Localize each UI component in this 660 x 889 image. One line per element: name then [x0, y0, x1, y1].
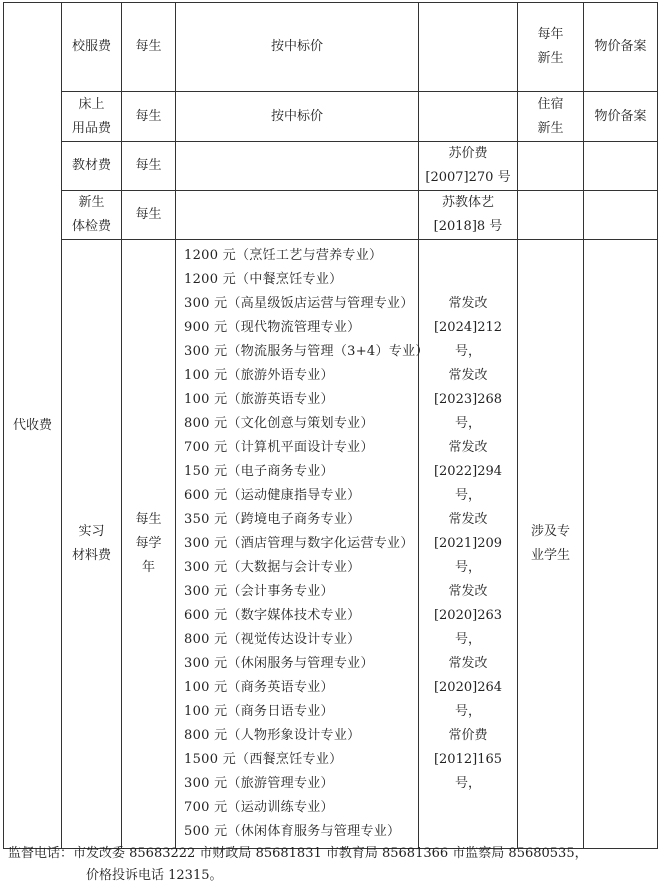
- basis-line: 常发改: [448, 368, 488, 383]
- target-cell: [518, 191, 584, 240]
- target: 涉及专: [530, 524, 570, 539]
- fee-name: 实习: [78, 524, 105, 539]
- fee-name: 体检费: [71, 219, 111, 234]
- fee-name-cell: [62, 191, 122, 240]
- major-fee-item: 100 元（商务英语专业）: [184, 680, 334, 695]
- fee-name-cell: [62, 142, 122, 191]
- row-physical-exam: [4, 191, 658, 240]
- major-fee-item: 350 元（跨境电子商务专业）: [184, 512, 361, 527]
- target: 新生: [537, 51, 564, 66]
- standard-cell: [176, 142, 419, 191]
- major-fee-item: 900 元（现代物流管理专业）: [184, 320, 361, 335]
- remark-cell: [584, 191, 658, 240]
- major-fee-item: 600 元（数字媒体技术专业）: [184, 608, 361, 623]
- unit-cell: [122, 3, 176, 92]
- row-bedding: [4, 92, 658, 142]
- major-fee-item: 1200 元（烹饪工艺与营养专业）: [184, 248, 383, 263]
- standard: 按中标价: [270, 39, 323, 54]
- fee-name: 材料费: [71, 548, 111, 563]
- unit-cell: [122, 191, 176, 240]
- remark-cell: [584, 240, 658, 849]
- major-fee-item: 300 元（休闲服务与管理专业）: [184, 656, 374, 671]
- major-fee-item: 700 元（运动训练专业）: [184, 800, 334, 815]
- major-fee-item: 300 元（旅游管理专业）: [184, 776, 334, 791]
- basis: 苏教体艺: [441, 195, 494, 210]
- unit: 每生: [135, 39, 162, 54]
- remark-cell: [584, 142, 658, 191]
- row-textbook: [4, 142, 658, 191]
- unit: 每生: [135, 158, 162, 173]
- fee-name: 床上: [78, 96, 105, 112]
- basis: [2007]270 号: [425, 170, 511, 185]
- fee-name: 新生: [78, 195, 105, 210]
- fee-name-cell: [62, 92, 122, 142]
- basis-line: [2021]209 号，: [433, 536, 503, 575]
- row-practice-material: [4, 240, 658, 849]
- fee-name-cell: [62, 240, 122, 849]
- major-fee-item: 500 元（休闲体育服务与管理专业）: [184, 824, 401, 839]
- target: 住宿: [537, 96, 564, 112]
- remark: 物价备案: [594, 108, 647, 124]
- basis-line: 常价费: [448, 728, 488, 743]
- basis-line: 常发改: [448, 656, 488, 671]
- group-label: 代收费: [12, 417, 52, 433]
- group-label-cell: [4, 3, 62, 849]
- remark-cell: [584, 92, 658, 142]
- basis-line: 常发改: [448, 440, 488, 455]
- target-cell: [518, 92, 584, 142]
- basis-line: [2012]165 号，: [433, 752, 503, 791]
- remark-cell: [584, 3, 658, 92]
- basis-line: [2023]268 号，: [433, 392, 503, 431]
- footer-contacts: [8, 843, 658, 887]
- major-fee-item: 800 元（视觉传达设计专业）: [184, 632, 361, 647]
- basis-line: [2020]264 号，: [433, 680, 503, 719]
- target-cell: [518, 3, 584, 92]
- target-cell: [518, 240, 584, 849]
- basis-cell: [419, 191, 518, 240]
- major-fee-item: 100 元（商务日语专业）: [184, 704, 334, 719]
- basis: [2018]8 号: [433, 219, 503, 234]
- unit-cell: [122, 142, 176, 191]
- unit: 每学: [135, 536, 162, 551]
- footer-line-2: 价格投诉电话 12315。: [86, 868, 223, 883]
- major-fee-item: 1500 元（西餐烹饪专业）: [184, 752, 343, 767]
- basis-cell: [419, 142, 518, 191]
- target: 每年: [537, 27, 564, 42]
- major-fee-item: 800 元（人物形象设计专业）: [184, 728, 361, 743]
- basis: 苏价费: [448, 146, 488, 161]
- major-fee-item: 300 元（物流服务与管理（3+4）专业）: [184, 344, 429, 359]
- unit: 每生: [135, 108, 162, 124]
- major-fee-item: 100 元（旅游外语专业）: [184, 368, 334, 383]
- major-fee-item: 600 元（运动健康指导专业）: [184, 488, 361, 503]
- standard-cell: [176, 92, 419, 142]
- basis-line: [2022]294 号，: [433, 464, 503, 503]
- fee-name-cell: [62, 3, 122, 92]
- major-fee-item: 300 元（大数据与会计专业）: [184, 560, 361, 575]
- target: 新生: [537, 120, 564, 136]
- fee-name: 用品费: [71, 120, 111, 136]
- footer-line-1: 监督电话：市发改委 85683222 市财政局 85681831 市教育局 85681366 市监察局 85680535，: [8, 846, 588, 861]
- major-fee-item: 150 元（电子商务专业）: [184, 464, 334, 479]
- major-fee-list: [176, 240, 429, 849]
- basis-cell: [419, 240, 518, 849]
- major-fee-item: 300 元（酒店管理与数字化运营专业）: [184, 536, 414, 551]
- unit: 每生: [135, 207, 162, 222]
- standard-cell: [176, 3, 419, 92]
- major-fee-item: 700 元（计算机平面设计专业）: [184, 440, 374, 455]
- basis-line: 常发改: [448, 584, 488, 599]
- basis-line: [2024]212 号，: [433, 320, 503, 359]
- basis-line: [2020]263 号，: [433, 608, 503, 647]
- basis-cell: [419, 92, 518, 142]
- basis-cell: [419, 3, 518, 92]
- standard-cell: [176, 191, 419, 240]
- row-uniform: [4, 3, 658, 92]
- unit: 每生: [135, 512, 162, 527]
- remark: 物价备案: [594, 39, 647, 54]
- unit-cell: [122, 240, 176, 849]
- target: 业学生: [530, 548, 570, 563]
- basis-line: 常发改: [448, 512, 488, 527]
- major-fee-item: 300 元（高星级饭店运营与管理专业）: [184, 296, 414, 311]
- target-cell: [518, 142, 584, 191]
- fee-name: 校服费: [71, 39, 111, 54]
- major-fee-item: 800 元（文化创意与策划专业）: [184, 416, 374, 431]
- major-fee-item: 300 元（会计事务专业）: [184, 584, 334, 599]
- major-fee-item: 100 元（旅游英语专业）: [184, 392, 334, 407]
- basis-line: 常发改: [448, 296, 488, 311]
- unit-cell: [122, 92, 176, 142]
- fee-name: 教材费: [71, 158, 111, 173]
- unit: 年: [141, 560, 155, 575]
- major-fee-item: 1200 元（中餐烹饪专业）: [184, 272, 343, 287]
- fee-table: [3, 2, 658, 849]
- standard: 按中标价: [270, 108, 323, 124]
